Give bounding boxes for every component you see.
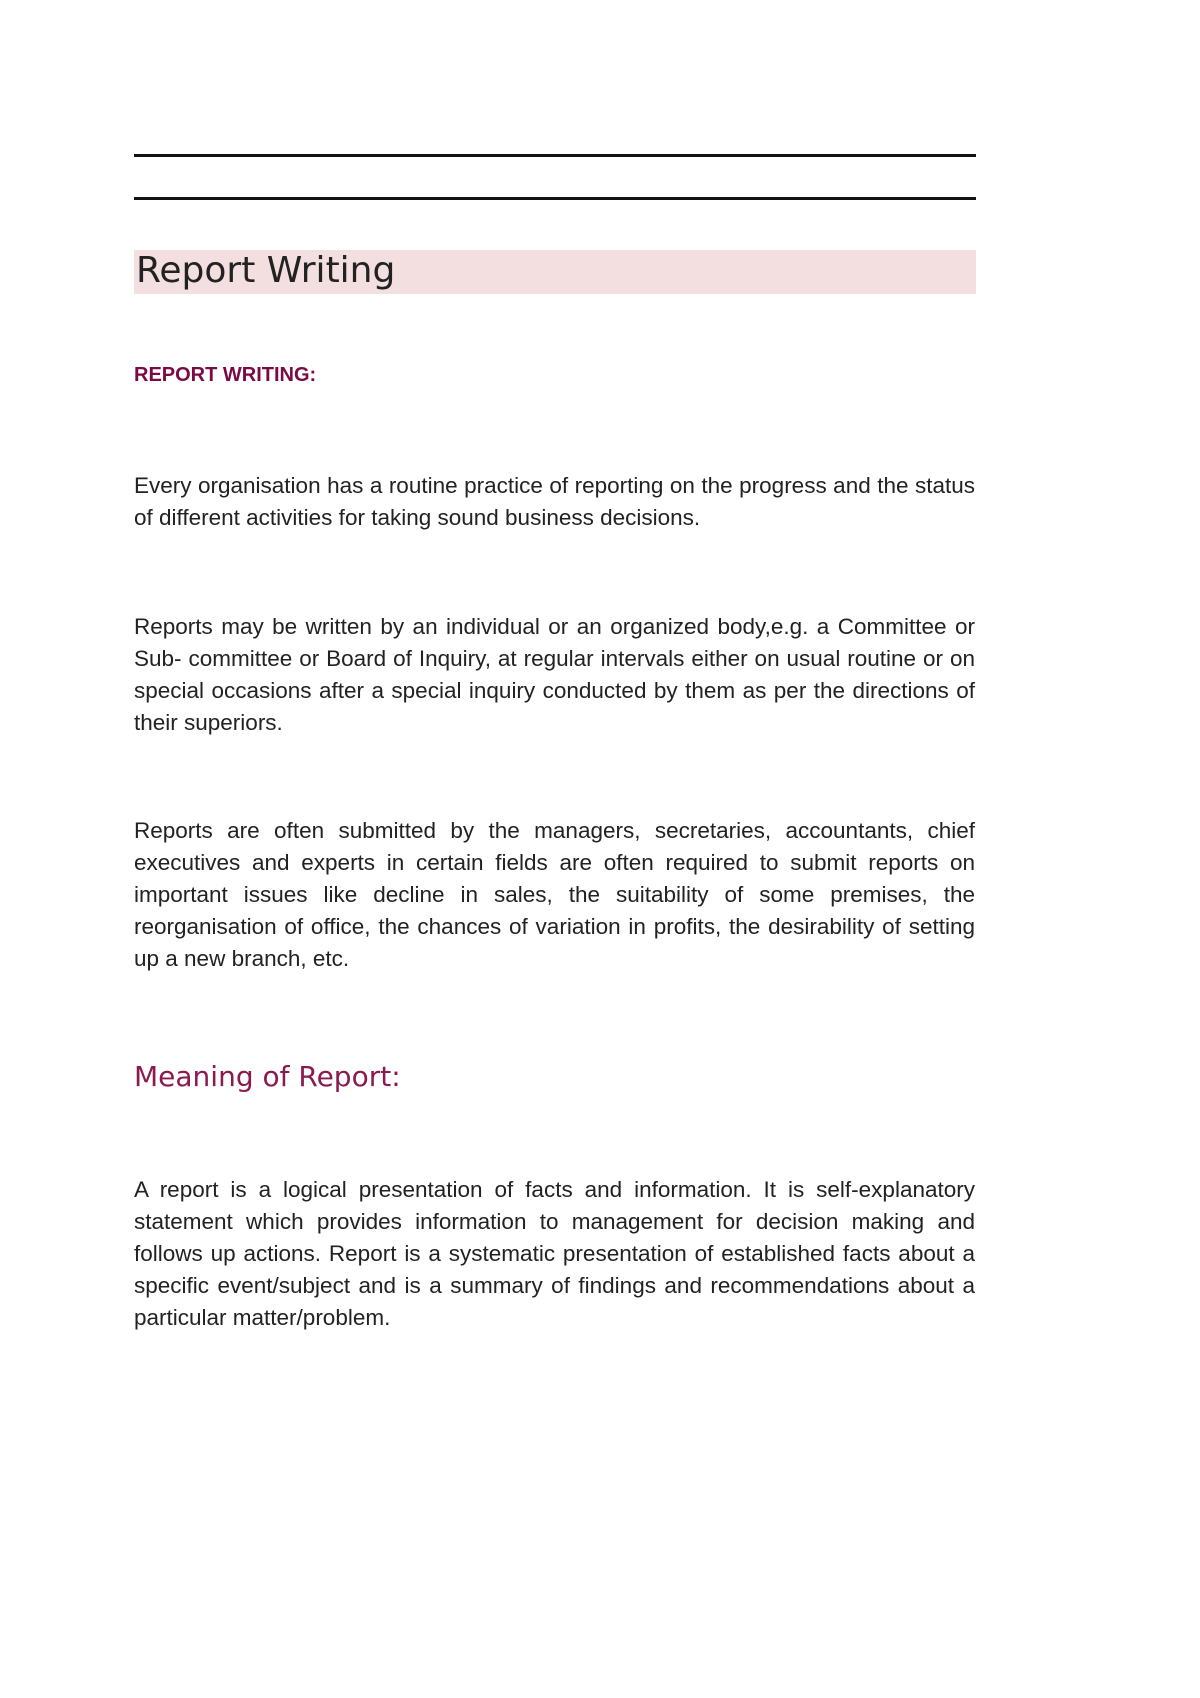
header-rule-top xyxy=(134,154,976,157)
subheading: REPORT WRITING: xyxy=(134,364,317,386)
page-title: Report Writing xyxy=(136,250,396,291)
section-heading: Meaning of Report: xyxy=(134,1060,401,1093)
header-rule-bottom xyxy=(134,197,976,200)
paragraph: Reports are often submitted by the managers, secretaries, accountants, chief executives and experts in certain fields are often required to submit reports on important issues like decline in sales, the suitability of some premises, the reorganisation of office, the chances of variation in profits, the desirability of setting up a new branch, etc. xyxy=(134,818,975,971)
section-paragraph: A report is a logical presentation of facts and information. It is self-explanatory statement which provides information to management for decision making and follows up actions. Report is a systematic presentation of established facts about a specific event/subject and is a summary of findings and recommendations about a particular matter/problem. xyxy=(134,1177,975,1330)
paragraph: Every organisation has a routine practice of reporting on the progress and the status of different activities for taking sound business decisions. xyxy=(134,473,975,530)
paragraph: Reports may be written by an individual or an organized body,e.g. a Committee or Sub- committee or Board of Inquiry, at regular intervals either on usual routine or on special occasions after a special inquiry conducted by them as per the directions of their superiors. xyxy=(134,614,975,735)
